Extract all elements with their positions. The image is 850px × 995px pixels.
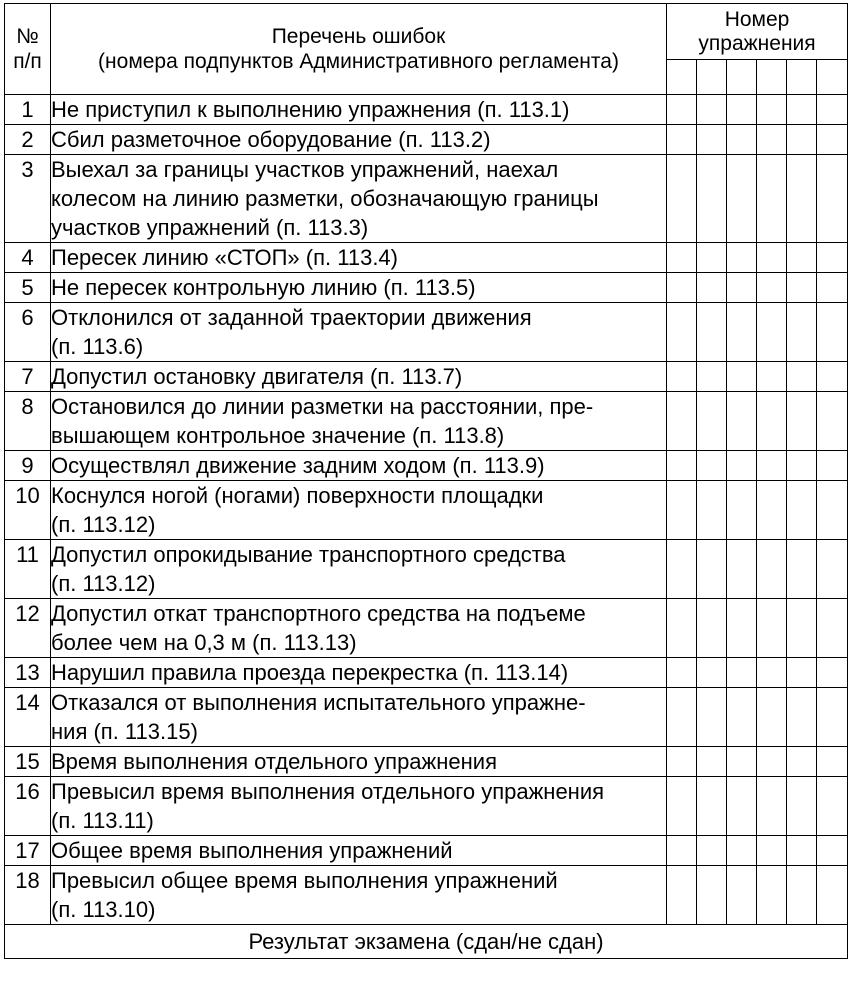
error-description: Не приступил к выполнению упражнения (п. 113.1) bbox=[51, 95, 667, 125]
table-row bbox=[5, 155, 848, 243]
error-description: Время выполнения отдельного упражнения bbox=[51, 747, 667, 777]
exercise-mark-cell[interactable] bbox=[787, 540, 817, 599]
exercise-mark-cell[interactable] bbox=[697, 273, 727, 303]
table-row bbox=[5, 95, 848, 125]
exercise-mark-cell[interactable] bbox=[817, 747, 848, 777]
exercise-mark-cell[interactable] bbox=[817, 273, 848, 303]
table-row bbox=[5, 836, 848, 866]
exercise-mark-cell[interactable] bbox=[787, 95, 817, 125]
table-row bbox=[5, 451, 848, 481]
table-row bbox=[5, 688, 848, 747]
exercise-mark-cell[interactable] bbox=[787, 362, 817, 392]
exercise-mark-cell[interactable] bbox=[727, 658, 757, 688]
exercise-mark-cell[interactable] bbox=[727, 481, 757, 540]
exercise-mark-cell[interactable] bbox=[667, 303, 697, 362]
error-description: Превысил время выполнения отдельного упражнения (п. 113.11) bbox=[51, 777, 667, 836]
exercise-mark-cell[interactable] bbox=[787, 747, 817, 777]
exercise-mark-cell[interactable] bbox=[817, 451, 848, 481]
exercise-mark-cell[interactable] bbox=[817, 688, 848, 747]
row-number: 15 bbox=[5, 747, 51, 777]
row-number: 8 bbox=[5, 392, 51, 451]
exercise-mark-cell[interactable] bbox=[817, 540, 848, 599]
exercise-mark-cell[interactable] bbox=[697, 481, 727, 540]
exercise-mark-cell[interactable] bbox=[667, 599, 697, 658]
row-number: 3 bbox=[5, 155, 51, 243]
header-exercise-line2: упражнения bbox=[698, 31, 816, 55]
exercise-mark-cell[interactable] bbox=[757, 688, 787, 747]
row-number: 4 bbox=[5, 243, 51, 273]
exercise-mark-cell[interactable] bbox=[727, 303, 757, 362]
row-number: 9 bbox=[5, 451, 51, 481]
exercise-mark-cell[interactable] bbox=[727, 362, 757, 392]
exercise-mark-cell[interactable] bbox=[817, 243, 848, 273]
exercise-mark-cell[interactable] bbox=[757, 273, 787, 303]
exercise-mark-cell[interactable] bbox=[757, 451, 787, 481]
exercise-mark-cell[interactable] bbox=[697, 866, 727, 925]
exercise-mark-cell[interactable] bbox=[817, 392, 848, 451]
header-exercise-line1: Номер bbox=[724, 7, 790, 31]
exercise-mark-cell[interactable] bbox=[727, 451, 757, 481]
exercise-mark-cell[interactable] bbox=[757, 599, 787, 658]
exercise-mark-cell[interactable] bbox=[817, 658, 848, 688]
exercise-mark-cell[interactable] bbox=[667, 451, 697, 481]
exercise-number-cell bbox=[727, 60, 757, 95]
exercise-mark-cell[interactable] bbox=[697, 688, 727, 747]
exercise-mark-cell[interactable] bbox=[757, 392, 787, 451]
error-rows bbox=[5, 95, 848, 925]
table-row bbox=[5, 777, 848, 836]
exercise-mark-cell[interactable] bbox=[727, 273, 757, 303]
exercise-mark-cell[interactable] bbox=[667, 273, 697, 303]
row-number: 17 bbox=[5, 836, 51, 866]
exercise-mark-cell[interactable] bbox=[697, 243, 727, 273]
error-description: Отклонился от заданной траектории движения (п. 113.6) bbox=[51, 303, 667, 362]
error-description: Остановился до линии разметки на расстоянии, пре- вышающем контрольное значение (п. 113.8) bbox=[51, 392, 667, 451]
exercise-mark-cell[interactable] bbox=[787, 836, 817, 866]
table-row bbox=[5, 747, 848, 777]
row-number: 14 bbox=[5, 688, 51, 747]
exercise-mark-cell[interactable] bbox=[727, 777, 757, 836]
exercise-mark-cell[interactable] bbox=[787, 273, 817, 303]
exercise-mark-cell[interactable] bbox=[757, 836, 787, 866]
row-number: 5 bbox=[5, 273, 51, 303]
exercise-mark-cell[interactable] bbox=[697, 303, 727, 362]
exercise-mark-cell[interactable] bbox=[697, 747, 727, 777]
exercise-mark-cell[interactable] bbox=[817, 125, 848, 155]
table-row bbox=[5, 125, 848, 155]
exercise-mark-cell[interactable] bbox=[697, 540, 727, 599]
exercise-mark-cell[interactable] bbox=[817, 481, 848, 540]
header-exercise-cell bbox=[667, 4, 848, 60]
exercise-mark-cell[interactable] bbox=[757, 540, 787, 599]
exercise-mark-cell[interactable] bbox=[727, 866, 757, 925]
exercise-mark-cell[interactable] bbox=[757, 95, 787, 125]
row-number: 2 bbox=[5, 125, 51, 155]
row-number: 12 bbox=[5, 599, 51, 658]
exercise-number-cell bbox=[697, 60, 727, 95]
error-description: Пересек линию «СТОП» (п. 113.4) bbox=[51, 243, 667, 273]
exercise-mark-cell[interactable] bbox=[787, 481, 817, 540]
exercise-mark-cell[interactable] bbox=[787, 599, 817, 658]
exercise-mark-cell[interactable] bbox=[787, 866, 817, 925]
exercise-mark-cell[interactable] bbox=[787, 125, 817, 155]
exercise-mark-cell[interactable] bbox=[697, 599, 727, 658]
exercise-mark-cell[interactable] bbox=[667, 155, 697, 243]
header-num-label: № п/п bbox=[13, 25, 42, 73]
exercise-mark-cell[interactable] bbox=[667, 836, 697, 866]
exercise-mark-cell[interactable] bbox=[757, 155, 787, 243]
row-number: 11 bbox=[5, 540, 51, 599]
row-number: 13 bbox=[5, 658, 51, 688]
exercise-mark-cell[interactable] bbox=[757, 658, 787, 688]
exercise-mark-cell[interactable] bbox=[727, 243, 757, 273]
exercise-mark-cell[interactable] bbox=[667, 243, 697, 273]
table-row bbox=[5, 392, 848, 451]
exercise-mark-cell[interactable] bbox=[667, 362, 697, 392]
error-description: Нарушил правила проезда перекрестка (п. 113.14) bbox=[51, 658, 667, 688]
exercise-mark-cell[interactable] bbox=[817, 599, 848, 658]
exercise-mark-cell[interactable] bbox=[697, 392, 727, 451]
table-row bbox=[5, 866, 848, 925]
exercise-number-cell bbox=[817, 60, 848, 95]
exercise-mark-cell[interactable] bbox=[667, 866, 697, 925]
exercise-mark-cell[interactable] bbox=[787, 688, 817, 747]
exercise-mark-cell[interactable] bbox=[727, 688, 757, 747]
error-description: Превысил общее время выполнения упражнений (п. 113.10) bbox=[51, 866, 667, 925]
error-description: Отказался от выполнения испытательного упражне- ния (п. 113.15) bbox=[51, 688, 667, 747]
exercise-mark-cell[interactable] bbox=[667, 95, 697, 125]
row-number: 10 bbox=[5, 481, 51, 540]
error-description: Общее время выполнения упражнений bbox=[51, 836, 667, 866]
exercise-mark-cell[interactable] bbox=[667, 125, 697, 155]
exercise-mark-cell[interactable] bbox=[817, 866, 848, 925]
exam-result-label: Результат экзамена (сдан/не сдан) bbox=[248, 929, 604, 954]
row-number: 6 bbox=[5, 303, 51, 362]
exercise-mark-cell[interactable] bbox=[757, 243, 787, 273]
exercise-mark-cell[interactable] bbox=[697, 362, 727, 392]
exercise-mark-cell[interactable] bbox=[817, 95, 848, 125]
exercise-number-cell bbox=[757, 60, 787, 95]
exercise-mark-cell[interactable] bbox=[727, 95, 757, 125]
table-row bbox=[5, 243, 848, 273]
exercise-mark-cell[interactable] bbox=[787, 777, 817, 836]
exercise-mark-cell[interactable] bbox=[697, 95, 727, 125]
exam-result-cell[interactable] bbox=[5, 925, 848, 959]
error-description: Не пересек контрольную линию (п. 113.5) bbox=[51, 273, 667, 303]
header-num-cell bbox=[5, 4, 51, 95]
exercise-mark-cell[interactable] bbox=[727, 599, 757, 658]
exercise-mark-cell[interactable] bbox=[817, 836, 848, 866]
exercise-number-cell bbox=[667, 60, 697, 95]
exercise-mark-cell[interactable] bbox=[727, 747, 757, 777]
errors-table bbox=[4, 3, 848, 959]
exercise-mark-cell[interactable] bbox=[667, 747, 697, 777]
header-errors-subtitle: (номера подпунктов Административного регламента) bbox=[98, 50, 619, 73]
exercise-mark-cell[interactable] bbox=[667, 777, 697, 836]
table-row bbox=[5, 303, 848, 362]
table-row bbox=[5, 362, 848, 392]
exercise-mark-cell[interactable] bbox=[727, 125, 757, 155]
exercise-mark-cell[interactable] bbox=[697, 125, 727, 155]
exercise-mark-cell[interactable] bbox=[757, 777, 787, 836]
exercise-number-cell bbox=[787, 60, 817, 95]
exercise-mark-cell[interactable] bbox=[757, 362, 787, 392]
exercise-mark-cell[interactable] bbox=[667, 658, 697, 688]
exercise-mark-cell[interactable] bbox=[727, 836, 757, 866]
exercise-mark-cell[interactable] bbox=[787, 451, 817, 481]
exercise-mark-cell[interactable] bbox=[787, 155, 817, 243]
header-errors-cell bbox=[51, 4, 667, 95]
table-row bbox=[5, 599, 848, 658]
row-number: 18 bbox=[5, 866, 51, 925]
exercise-mark-cell[interactable] bbox=[817, 155, 848, 243]
exercise-mark-cell[interactable] bbox=[697, 836, 727, 866]
error-description: Допустил остановку двигателя (п. 113.7) bbox=[51, 362, 667, 392]
table-row bbox=[5, 273, 848, 303]
exercise-mark-cell[interactable] bbox=[727, 392, 757, 451]
table-row bbox=[5, 540, 848, 599]
exercise-mark-cell[interactable] bbox=[667, 540, 697, 599]
exercise-mark-cell[interactable] bbox=[787, 392, 817, 451]
row-number: 16 bbox=[5, 777, 51, 836]
exercise-mark-cell[interactable] bbox=[787, 243, 817, 273]
exercise-mark-cell[interactable] bbox=[817, 777, 848, 836]
table-row bbox=[5, 481, 848, 540]
exercise-mark-cell[interactable] bbox=[727, 540, 757, 599]
exercise-mark-cell[interactable] bbox=[697, 155, 727, 243]
exercise-mark-cell[interactable] bbox=[667, 392, 697, 451]
error-description: Допустил опрокидывание транспортного средства (п. 113.12) bbox=[51, 540, 667, 599]
exercise-mark-cell[interactable] bbox=[787, 303, 817, 362]
exercise-mark-cell[interactable] bbox=[757, 866, 787, 925]
exercise-mark-cell[interactable] bbox=[697, 777, 727, 836]
exercise-mark-cell[interactable] bbox=[697, 451, 727, 481]
error-description: Сбил разметочное оборудование (п. 113.2) bbox=[51, 125, 667, 155]
error-description: Коснулся ногой (ногами) поверхности площадки (п. 113.12) bbox=[51, 481, 667, 540]
exercise-mark-cell[interactable] bbox=[757, 303, 787, 362]
exercise-mark-cell[interactable] bbox=[757, 481, 787, 540]
error-description: Выехал за границы участков упражнений, наехал колесом на линию разметки, обозначающую границы участков упражнений (п. 113.3) bbox=[51, 155, 667, 243]
exercise-mark-cell[interactable] bbox=[757, 125, 787, 155]
exercise-mark-cell[interactable] bbox=[667, 481, 697, 540]
exercise-mark-cell[interactable] bbox=[697, 658, 727, 688]
row-number: 7 bbox=[5, 362, 51, 392]
exercise-mark-cell[interactable] bbox=[757, 747, 787, 777]
exercise-mark-cell[interactable] bbox=[667, 688, 697, 747]
error-description: Допустил откат транспортного средства на подъеме более чем на 0,3 м (п. 113.13) bbox=[51, 599, 667, 658]
exercise-mark-cell[interactable] bbox=[727, 155, 757, 243]
row-number: 1 bbox=[5, 95, 51, 125]
exercise-mark-cell[interactable] bbox=[817, 303, 848, 362]
exercise-mark-cell[interactable] bbox=[817, 362, 848, 392]
header-errors-title: Перечень ошибок bbox=[271, 25, 446, 48]
table-row bbox=[5, 658, 848, 688]
exercise-mark-cell[interactable] bbox=[787, 658, 817, 688]
error-description: Осуществлял движение задним ходом (п. 113.9) bbox=[51, 451, 667, 481]
